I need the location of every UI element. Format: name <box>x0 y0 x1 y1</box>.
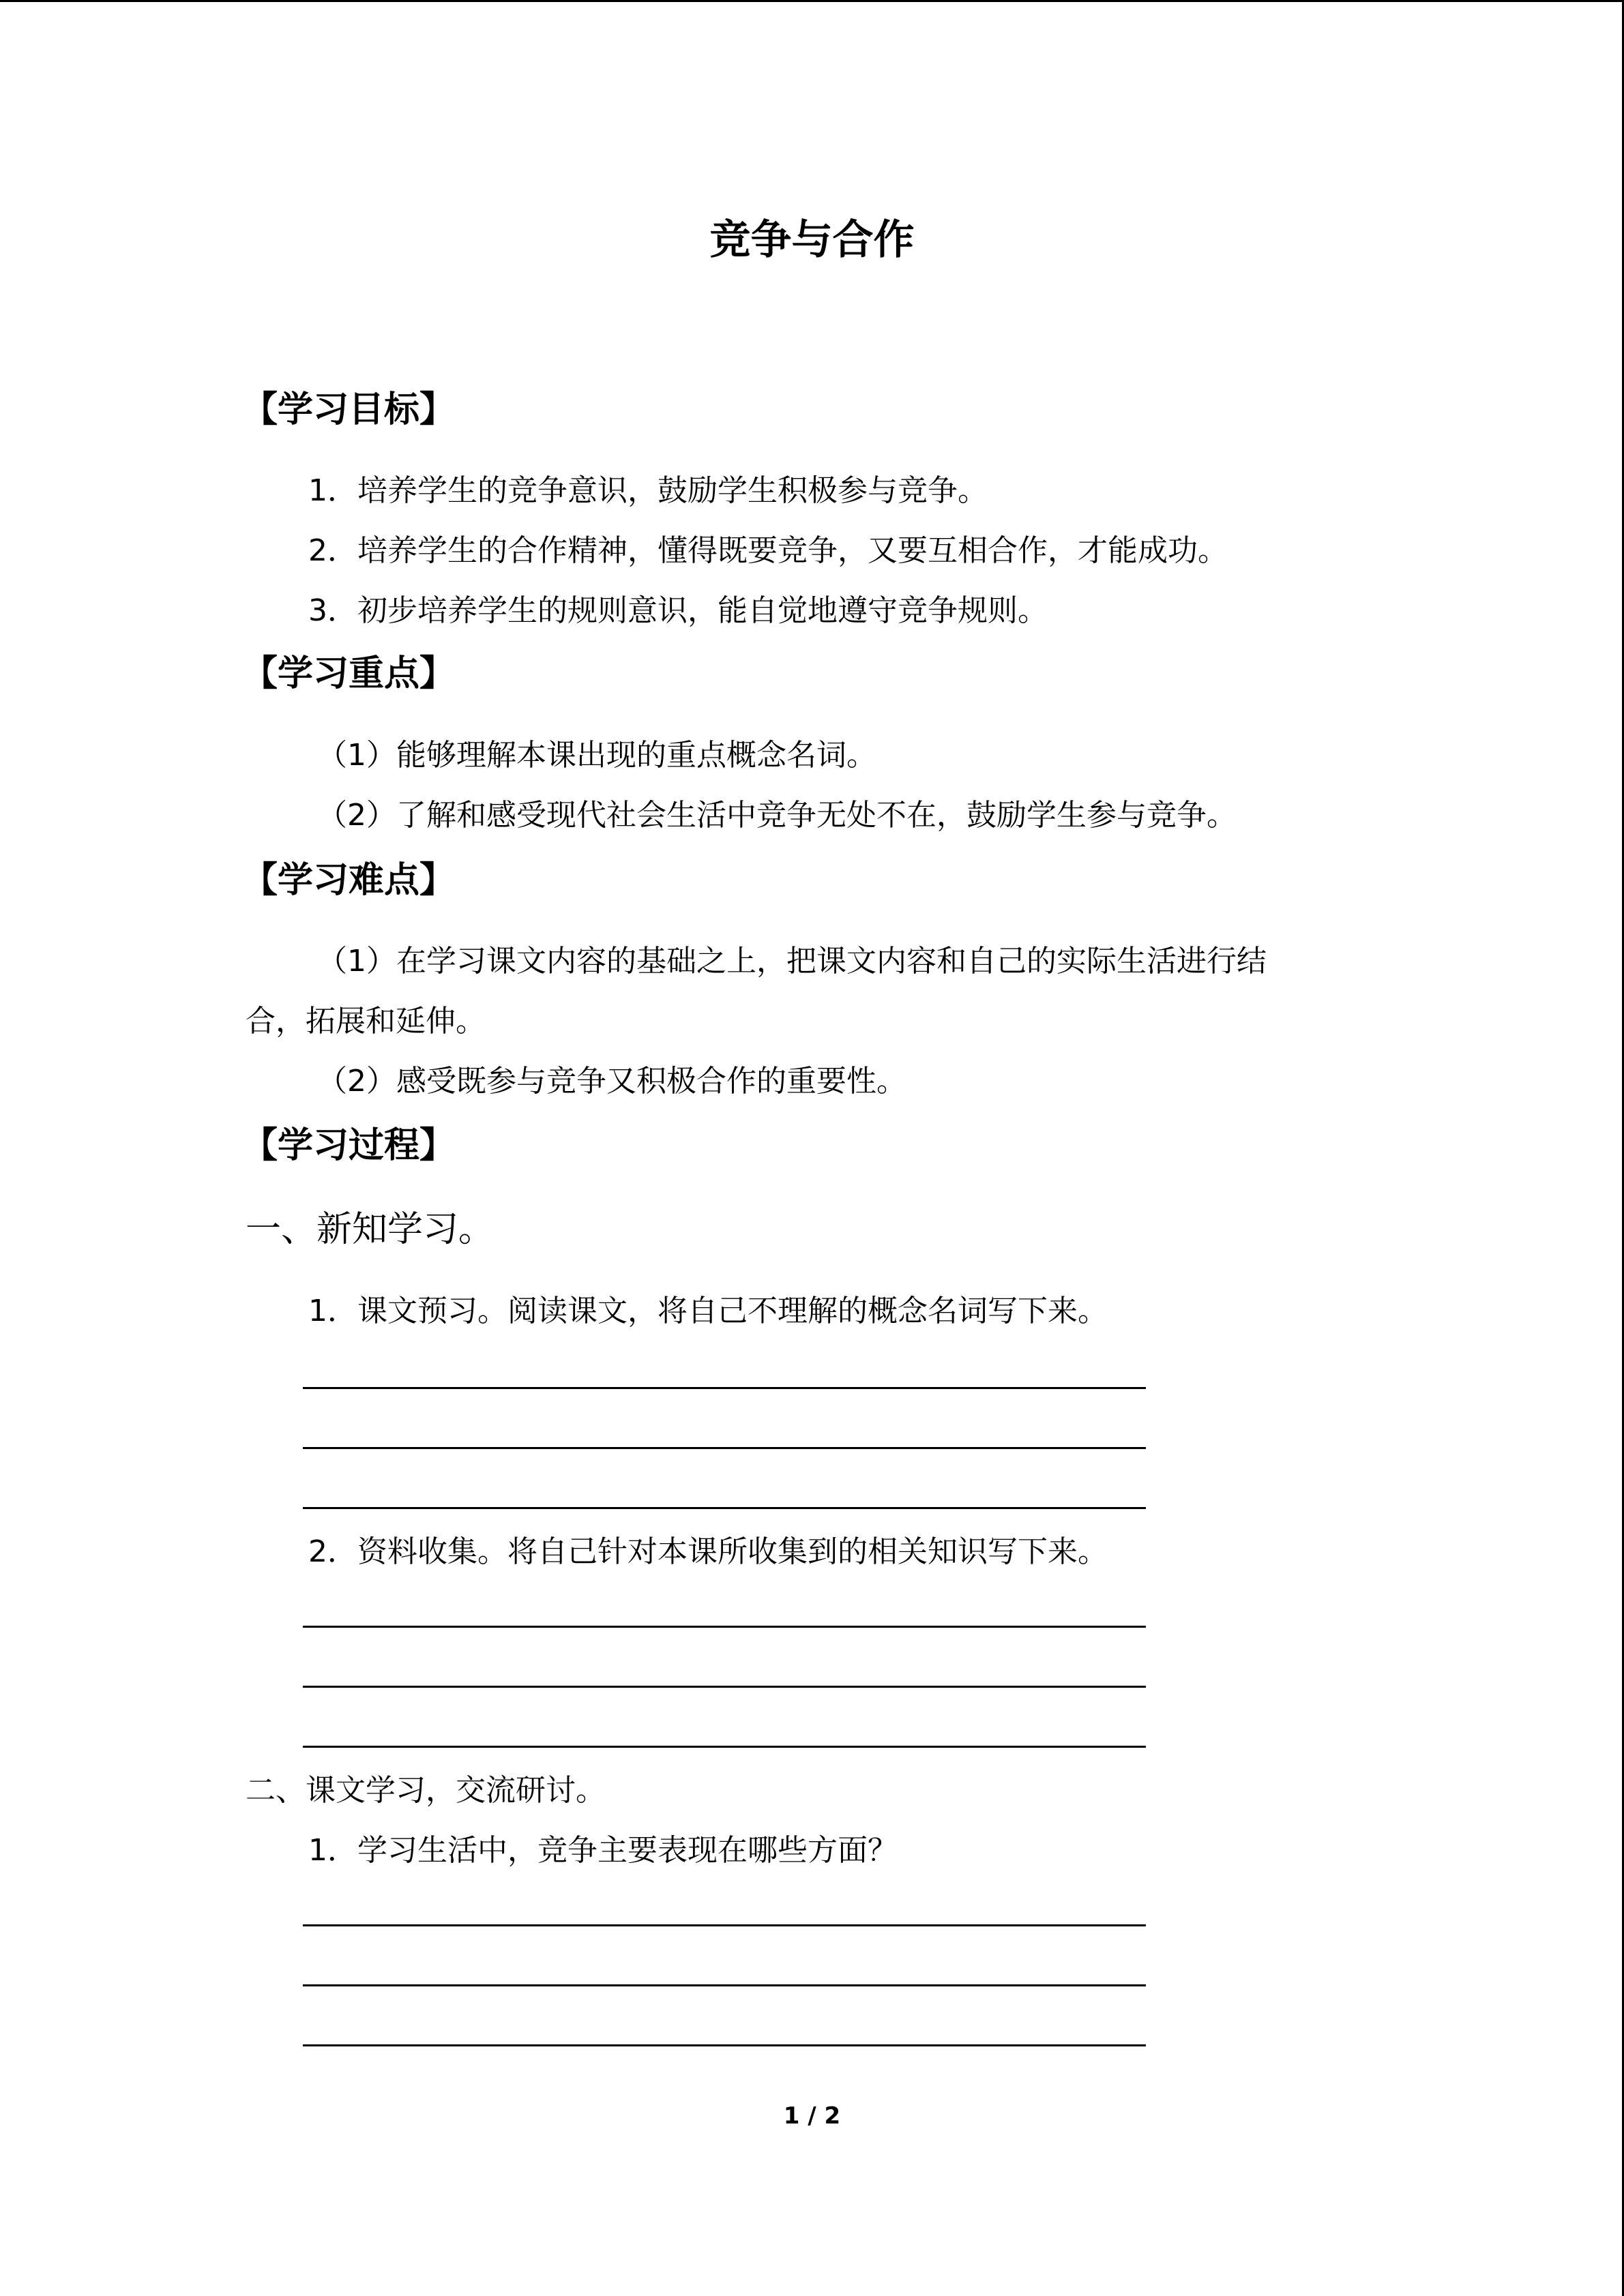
answer-line[interactable] <box>303 1746 1146 1748</box>
difficulties-heading: 【学习难点】 <box>242 860 456 901</box>
answer-line[interactable] <box>303 1626 1146 1628</box>
part1-question-2: 2．资料收集。将自己针对本课所收集到的相关知识写下来。 <box>308 1534 1108 1569</box>
objective-item-1: 1．培养学生的竞争意识，鼓励学生积极参与竞争。 <box>308 473 988 508</box>
process-heading: 【学习过程】 <box>242 1125 456 1166</box>
objective-item-2: 2．培养学生的合作精神，懂得既要竞争，又要互相合作，才能成功。 <box>308 533 1228 568</box>
answer-line[interactable] <box>303 1387 1146 1389</box>
difficulty-item-1-line-2: 合，拓展和延伸。 <box>246 1004 486 1039</box>
key-point-item-2: （2）了解和感受现代社会生活中竞争无处不在，鼓励学生参与竞争。 <box>317 798 1237 833</box>
answer-line[interactable] <box>303 1447 1146 1449</box>
objective-item-3: 3．初步培养学生的规则意识，能自觉地遵守竞争规则。 <box>308 593 1048 628</box>
page-number: 1 / 2 <box>783 2102 841 2130</box>
answer-line[interactable] <box>303 2044 1146 2046</box>
answer-line[interactable] <box>303 1984 1146 1986</box>
answer-line[interactable] <box>303 1507 1146 1509</box>
part1-question-1: 1．课文预习。阅读课文，将自己不理解的概念名词写下来。 <box>308 1294 1108 1328</box>
key-points-heading: 【学习重点】 <box>242 653 456 694</box>
difficulty-item-2: （2）感受既参与竞争又积极合作的重要性。 <box>317 1064 906 1099</box>
page-title: 竞争与合作 <box>709 216 915 264</box>
key-point-item-1: （1）能够理解本课出现的重点概念名词。 <box>317 738 876 773</box>
difficulty-item-1-line-1: （1）在学习课文内容的基础之上，把课文内容和自己的实际生活进行结 <box>317 944 1267 979</box>
answer-line[interactable] <box>303 1924 1146 1926</box>
part1-title: 一、新知学习。 <box>246 1209 494 1250</box>
objectives-heading: 【学习目标】 <box>242 389 456 430</box>
page-border-top <box>0 0 1624 2</box>
part2-title: 二、课文学习，交流研讨。 <box>246 1773 606 1808</box>
part2-question-1: 1．学习生活中，竞争主要表现在哪些方面？ <box>308 1833 898 1868</box>
answer-line[interactable] <box>303 1686 1146 1688</box>
